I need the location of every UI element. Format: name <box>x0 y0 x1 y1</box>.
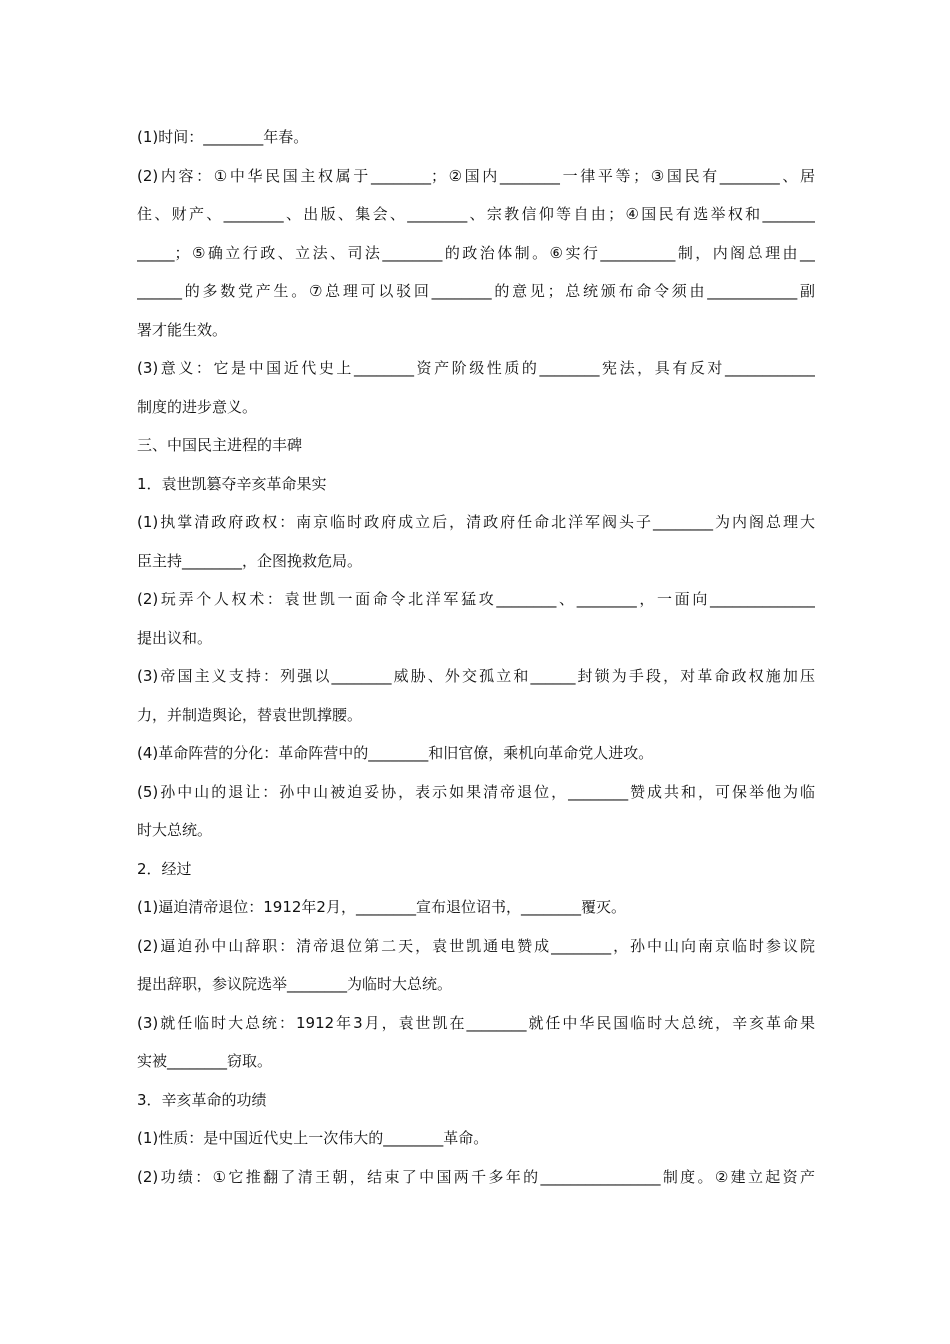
text-line: 实被________窃取。 <box>137 1052 273 1070</box>
text-line: (1)性质：是中国近代史上一次伟大的________革命。 <box>137 1129 489 1147</box>
text-line: _____；⑤确立行政、立法、司法________的政治体制。⑥实行__________制，内阁总理由__ <box>137 243 815 262</box>
text-line: (1)执掌清政府政权：南京临时政府成立后，清政府任命北洋军阀头子________为内阁总理大 <box>137 513 815 531</box>
text-line: 力，并制造舆论，替袁世凯撑腰。 <box>137 705 363 724</box>
text-line: 制度的进步意义。 <box>137 397 258 416</box>
text-line: (3)意义：它是中国近代史上________资产阶级性质的________宪法，具有反对____________ <box>137 359 815 377</box>
text-line: (2)功绩：①它推翻了清王朝，结束了中国两千多年的________________制度。②建立起资产 <box>137 1167 815 1186</box>
text-line: 提出辞职，参议院选举________为临时大总统。 <box>137 975 453 993</box>
subsection-heading: 1．袁世凯篡夺辛亥革命果实 <box>137 474 327 493</box>
text-line: (3)帝国主义支持：列强以________威胁、外交孤立和______封锁为手段，对革命政权施加压 <box>137 667 815 685</box>
text-line: 臣主持________，企图挽救危局。 <box>137 551 363 570</box>
text-line: (5)孙中山的退让：孙中山被迫妥协，表示如果清帝退位，________赞成共和，可保举他为临 <box>137 782 815 801</box>
text-line: ______的多数党产生。⑦总理可以驳回________的意见；总统颁布命令须由____________副 <box>137 282 815 300</box>
text-line: (4)革命阵营的分化：革命阵营中的________和旧官僚，乘机向革命党人进攻。 <box>137 744 654 762</box>
text-line: 署才能生效。 <box>137 320 228 339</box>
text-line: 提出议和。 <box>137 628 213 647</box>
text-line: (3)就任临时大总统：1912年3月，袁世凯在________就任中华民国临时大总统，辛亥革命果 <box>137 1013 815 1032</box>
text-line: 时大总统。 <box>137 821 213 839</box>
subsection-heading: 2．经过 <box>137 859 192 878</box>
text-line: (2)内容：①中华民国主权属于________；②国内________一律平等；③国民有________、居 <box>137 166 815 185</box>
document-body <box>137 122 815 1200</box>
text-line: (2)逼迫孙中山辞职：清帝退位第二天，袁世凯通电赞成________，孙中山向南京临时参议院 <box>137 936 815 955</box>
section-heading: 三、中国民主进程的丰碑 <box>137 436 303 454</box>
text-line: 住、财产、________、出版、集会、________、宗教信仰等自由；④国民有选举权和_______ <box>137 205 815 223</box>
subsection-heading: 3．辛亥革命的功绩 <box>137 1090 267 1109</box>
text-line: (2)玩弄个人权术：袁世凯一面命令北洋军猛攻________、________，一面向______________ <box>137 590 815 608</box>
text-line: (1)时间：________年春。 <box>137 128 309 146</box>
text-line: (1)逼迫清帝退位：1912年2月，________宣布退位诏书，________覆灭。 <box>137 898 626 916</box>
